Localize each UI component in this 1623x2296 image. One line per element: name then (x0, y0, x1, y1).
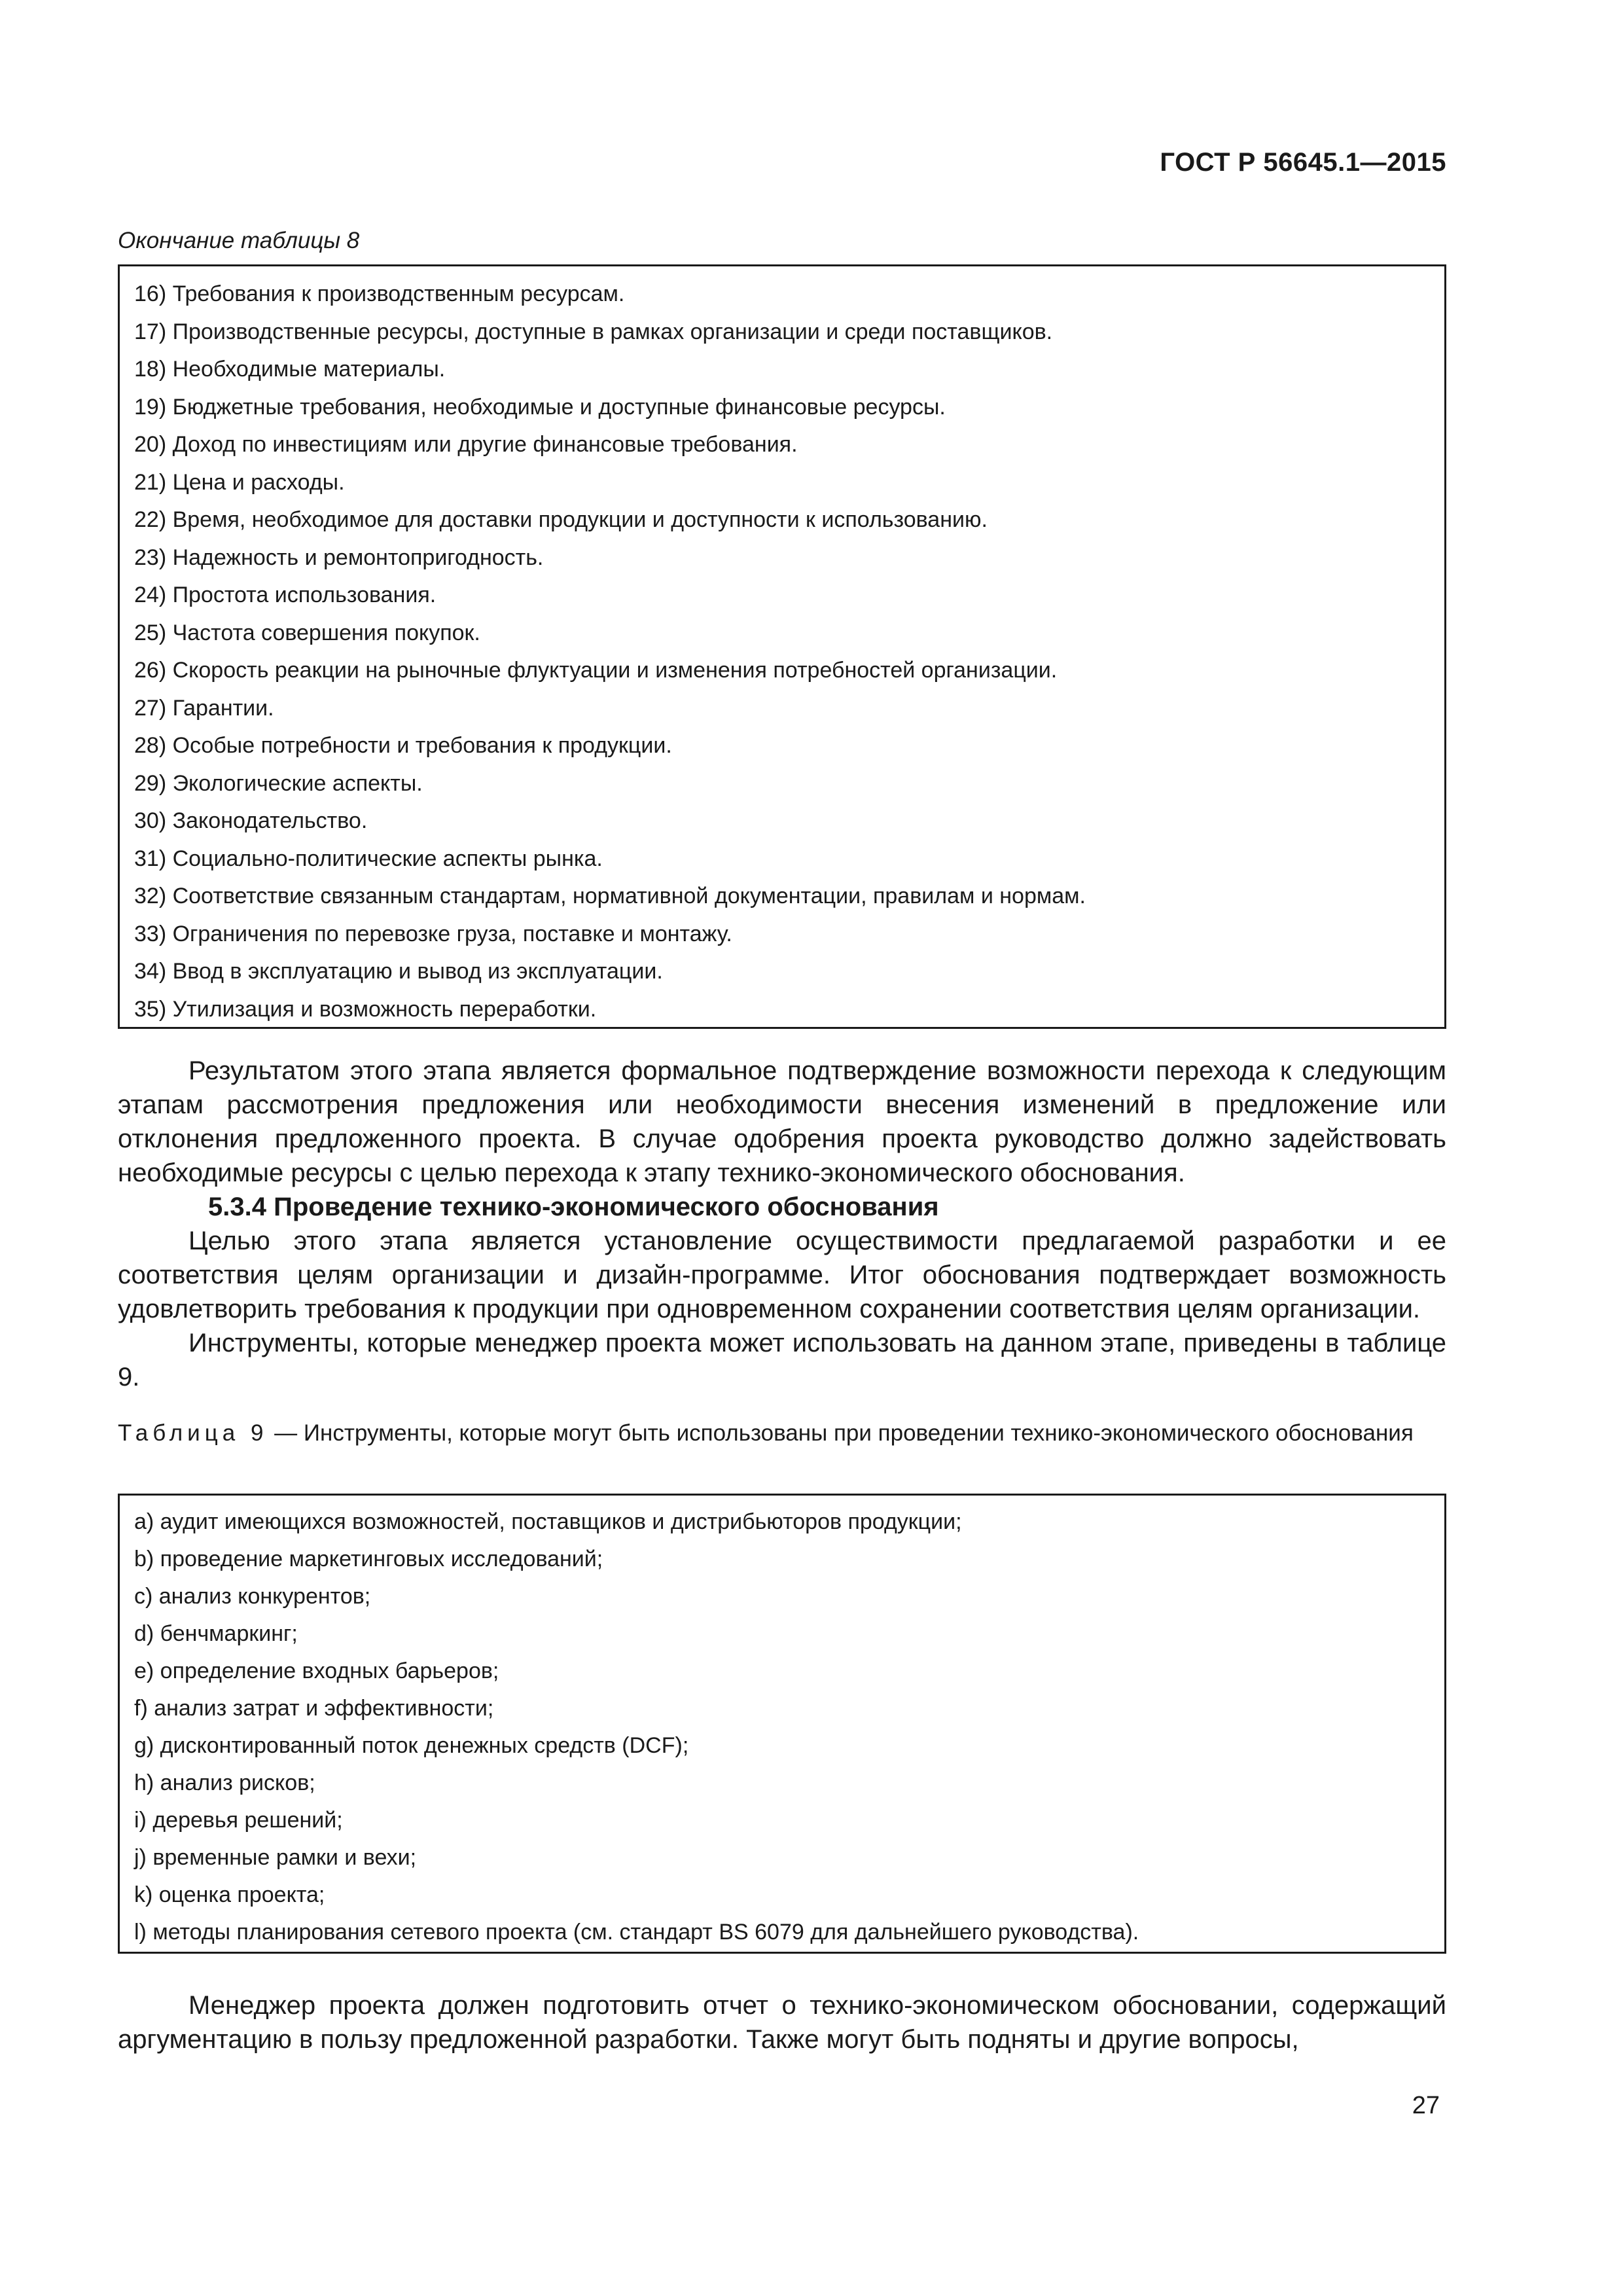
page-number: 27 (1412, 2092, 1440, 2119)
section-heading: 5.3.4 Проведение технико-экономического обоснования (208, 1193, 939, 1221)
table9 (118, 1494, 1446, 1954)
table9-row: e) определение входных барьеров; (134, 1659, 499, 1683)
table9-row: a) аудит имеющихся возможностей, поставщиков и дистрибьюторов продукции; (134, 1509, 962, 1534)
section-5-3-4 (118, 1190, 1446, 1394)
table9-row: b) проведение маркетинговых исследований; (134, 1547, 603, 1571)
table8-row: 32) Соответствие связанным стандартам, нормативной документации, правилам и нормам. (134, 884, 1086, 908)
table8-row: 20) Доход по инвестициям или другие финансовые требования. (134, 432, 798, 457)
table8-row: 17) Производственные ресурсы, доступные в рамках организации и среди поставщиков. (134, 319, 1053, 344)
table8-row: 35) Утилизация и возможность переработки. (134, 996, 597, 1022)
goal-paragraph: Целью этого этапа является установление осуществимости предлагаемой разработки и ее соответствия целям организации и дизайн-программе. Итог обоснования подтверждает возможность удовлетворить требования к продукции при одновременном сохранении соответствия целям организации. (118, 1227, 1446, 1323)
table8-row: 18) Необходимые материалы. (134, 357, 446, 382)
table8-row: 19) Бюджетные требования, необходимые и доступные финансовые ресурсы. (134, 394, 946, 420)
table9-caption (118, 1419, 1446, 1448)
table8-row: 28) Особые потребности и требования к продукции. (134, 733, 672, 758)
result-paragraph-block (118, 1054, 1446, 1190)
table8-row: 29) Экологические аспекты. (134, 770, 423, 796)
table9-row: j) временные рамки и вехи; (134, 1845, 417, 1870)
table8-row: 16) Требования к производственным ресурсам. (134, 281, 625, 306)
table8-row: 22) Время, необходимое для доставки продукции и доступности к использованию. (134, 507, 988, 532)
standard-designation: ГОСТ Р 56645.1—2015 (1160, 148, 1446, 177)
table9-row: d) бенчмаркинг; (134, 1621, 298, 1646)
tools-paragraph: Инструменты, которые менеджер проекта может использовать на данном этапе, приведены в таблице 9. (118, 1329, 1446, 1391)
result-paragraph: Результатом этого этапа является формальное подтверждение возможности перехода к следующим этапам рассмотрения предложения или необходимости внесения изменений в предложение или отклонения предложенного проекта. В случае одобрения проекта руководство должно задействовать необходимые ресурсы с целью перехода к этапу технико-экономического обоснования. (118, 1056, 1446, 1187)
table8-caption: Окончание таблицы 8 (118, 228, 360, 253)
table9-row: c) анализ конкурентов; (134, 1584, 371, 1609)
table9-row: i) деревья решений; (134, 1808, 343, 1833)
table9-caption-text: — Инструменты, которые могут быть использованы при проведении технико-экономического обоснования (268, 1420, 1414, 1446)
table8-row: 31) Социально-политические аспекты рынка. (134, 846, 603, 871)
table8-row: 24) Простота использования. (134, 583, 437, 607)
table8 (118, 264, 1446, 1029)
table9-row: f) анализ затрат и эффективности; (134, 1696, 494, 1721)
table8-row: 26) Скорость реакции на рыночные флуктуации и изменения потребностей организации. (134, 658, 1058, 683)
final-paragraph-block (118, 1988, 1446, 2056)
table8-row: 27) Гарантии. (134, 695, 274, 721)
table9-row: l) методы планирования сетевого проекта (см. стандарт BS 6079 для дальнейшего руководства). (134, 1920, 1139, 1945)
table8-row: 33) Ограничения по перевозке груза, поставке и монтажу. (134, 921, 732, 946)
table8-row: 34) Ввод в эксплуатацию и вывод из эксплуатации. (134, 959, 663, 984)
final-paragraph: Менеджер проекта должен подготовить отчет о технико-экономическом обосновании, содержащий аргументацию в пользу предложенной разработки. Также могут быть подняты и другие вопросы, (118, 1991, 1446, 2054)
table8-row: 23) Надежность и ремонтопригодность. (134, 545, 544, 570)
table8-row: 21) Цена и расходы. (134, 469, 345, 495)
table9-row: g) дисконтированный поток денежных средств (DCF); (134, 1733, 689, 1758)
table9-caption-label: Таблица 9 (118, 1420, 268, 1446)
table9-row: k) оценка проекта; (134, 1882, 325, 1907)
table9-row: h) анализ рисков; (134, 1770, 315, 1795)
table8-row: 25) Частота совершения покупок. (134, 620, 480, 645)
table8-row: 30) Законодательство. (134, 808, 368, 833)
